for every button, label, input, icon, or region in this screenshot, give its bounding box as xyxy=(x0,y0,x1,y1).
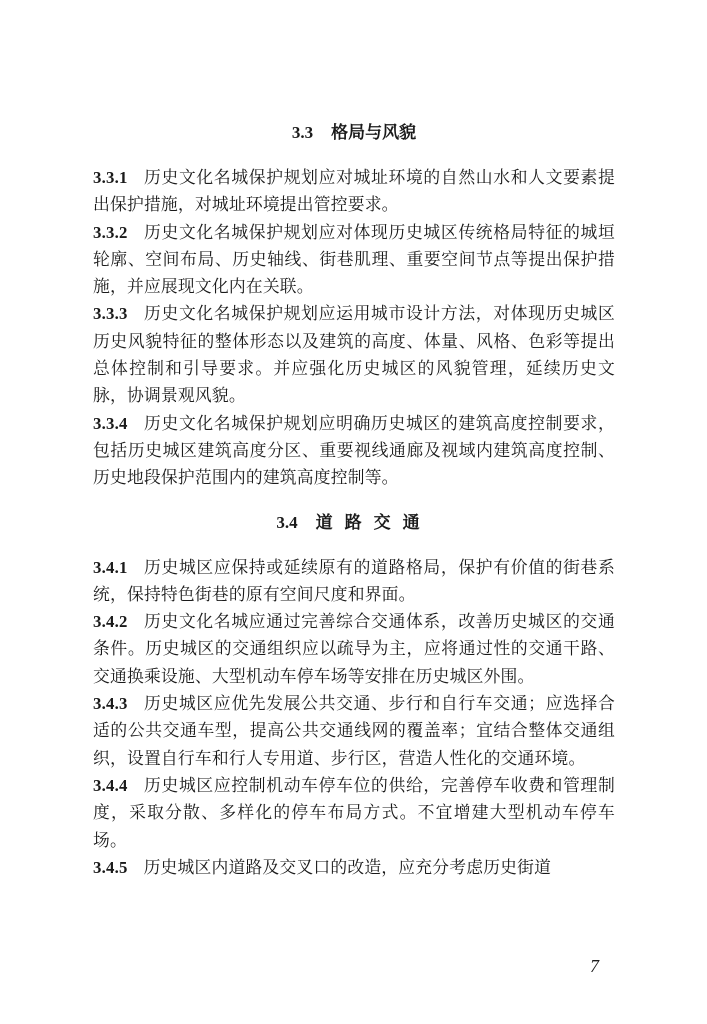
clause-3-3-4 xyxy=(93,410,615,492)
clause-text: 历史文化名城保护规划应运用城市设计方法，对体现历史城区历史风貌特征的整体形态以及建筑的高度、体量、风格、色彩等提出总体控制和引导要求。并应强化历史城区的风貌管理，延续历史文脉，协调景观风貌。 xyxy=(93,303,615,406)
clause-text: 历史城区应优先发展公共交通、步行和自行车交通；应选择合适的公共交通车型，提高公共交通线网的覆盖率；宜结合整体交通组织，设置自行车和行人专用道、步行区，营造人性化的交通环境。 xyxy=(93,693,615,768)
clause-text: 历史文化名城保护规划应对城址环境的自然山水和人文要素提出保护措施，对城址环境提出管控要求。 xyxy=(93,167,615,215)
clause-number: 3.4.4 xyxy=(93,775,128,795)
clause-3-4-5 xyxy=(93,854,615,881)
clause-number: 3.3.4 xyxy=(93,413,128,433)
clause-text: 历史城区应保持或延续原有的道路格局，保护有价值的街巷系统，保持特色街巷的原有空间尺度和界面。 xyxy=(93,556,615,604)
section-number: 3.3 xyxy=(291,123,314,142)
clause-3-3-2 xyxy=(93,219,615,301)
clause-number: 3.3.1 xyxy=(93,168,128,187)
clause-number: 3.3.3 xyxy=(93,304,128,324)
clause-3-4-2 xyxy=(93,608,615,690)
clause-3-4-4 xyxy=(93,772,615,854)
clause-number: 3.3.2 xyxy=(93,222,128,242)
clause-number: 3.4.5 xyxy=(93,857,128,877)
clause-number: 3.4.1 xyxy=(93,557,128,577)
clause-number: 3.4.3 xyxy=(93,694,128,714)
section-number: 3.4 xyxy=(276,512,298,532)
document-page xyxy=(93,118,615,881)
clause-text: 历史文化名城保护规划应对体现历史城区传统格局特征的城垣轮廓、空间布局、历史轴线、街巷肌理、重要空间节点等提出保护措施，并应展现文化内在关联。 xyxy=(93,221,615,297)
clause-3-3-3 xyxy=(93,300,615,409)
clause-text: 历史文化名城应通过完善综合交通体系，改善历史城区的交通条件。历史城区的交通组织应以疏导为主，应将通过性的交通干路、交通换乘设施、大型机动车停车场等安排在历史城区外围。 xyxy=(93,611,615,686)
clause-3-3-1 xyxy=(93,164,615,219)
clause-number: 3.4.2 xyxy=(93,612,128,632)
section-heading-3-4 xyxy=(93,508,615,538)
clause-3-4-1 xyxy=(93,554,615,609)
clause-text: 历史城区内道路及交叉口的改造，应充分考虑历史街道 xyxy=(143,856,552,877)
page-number: 7 xyxy=(590,956,599,976)
section-title: 道路交通 xyxy=(315,512,432,533)
clause-3-4-3 xyxy=(93,690,615,772)
clause-text: 历史城区应控制机动车停车位的供给，完善停车收费和管理制度，采取分散、多样化的停车布局方式。不宜增建大型机动车停车场。 xyxy=(93,774,615,850)
clause-text: 历史文化名城保护规划应明确历史城区的建筑高度控制要求，包括历史城区建筑高度分区、重要视线通廊及视域内建筑高度控制、历史地段保护范围内的建筑高度控制等。 xyxy=(93,412,615,488)
section-title: 格局与风貌 xyxy=(331,123,417,143)
section-heading-3-3 xyxy=(93,118,615,148)
